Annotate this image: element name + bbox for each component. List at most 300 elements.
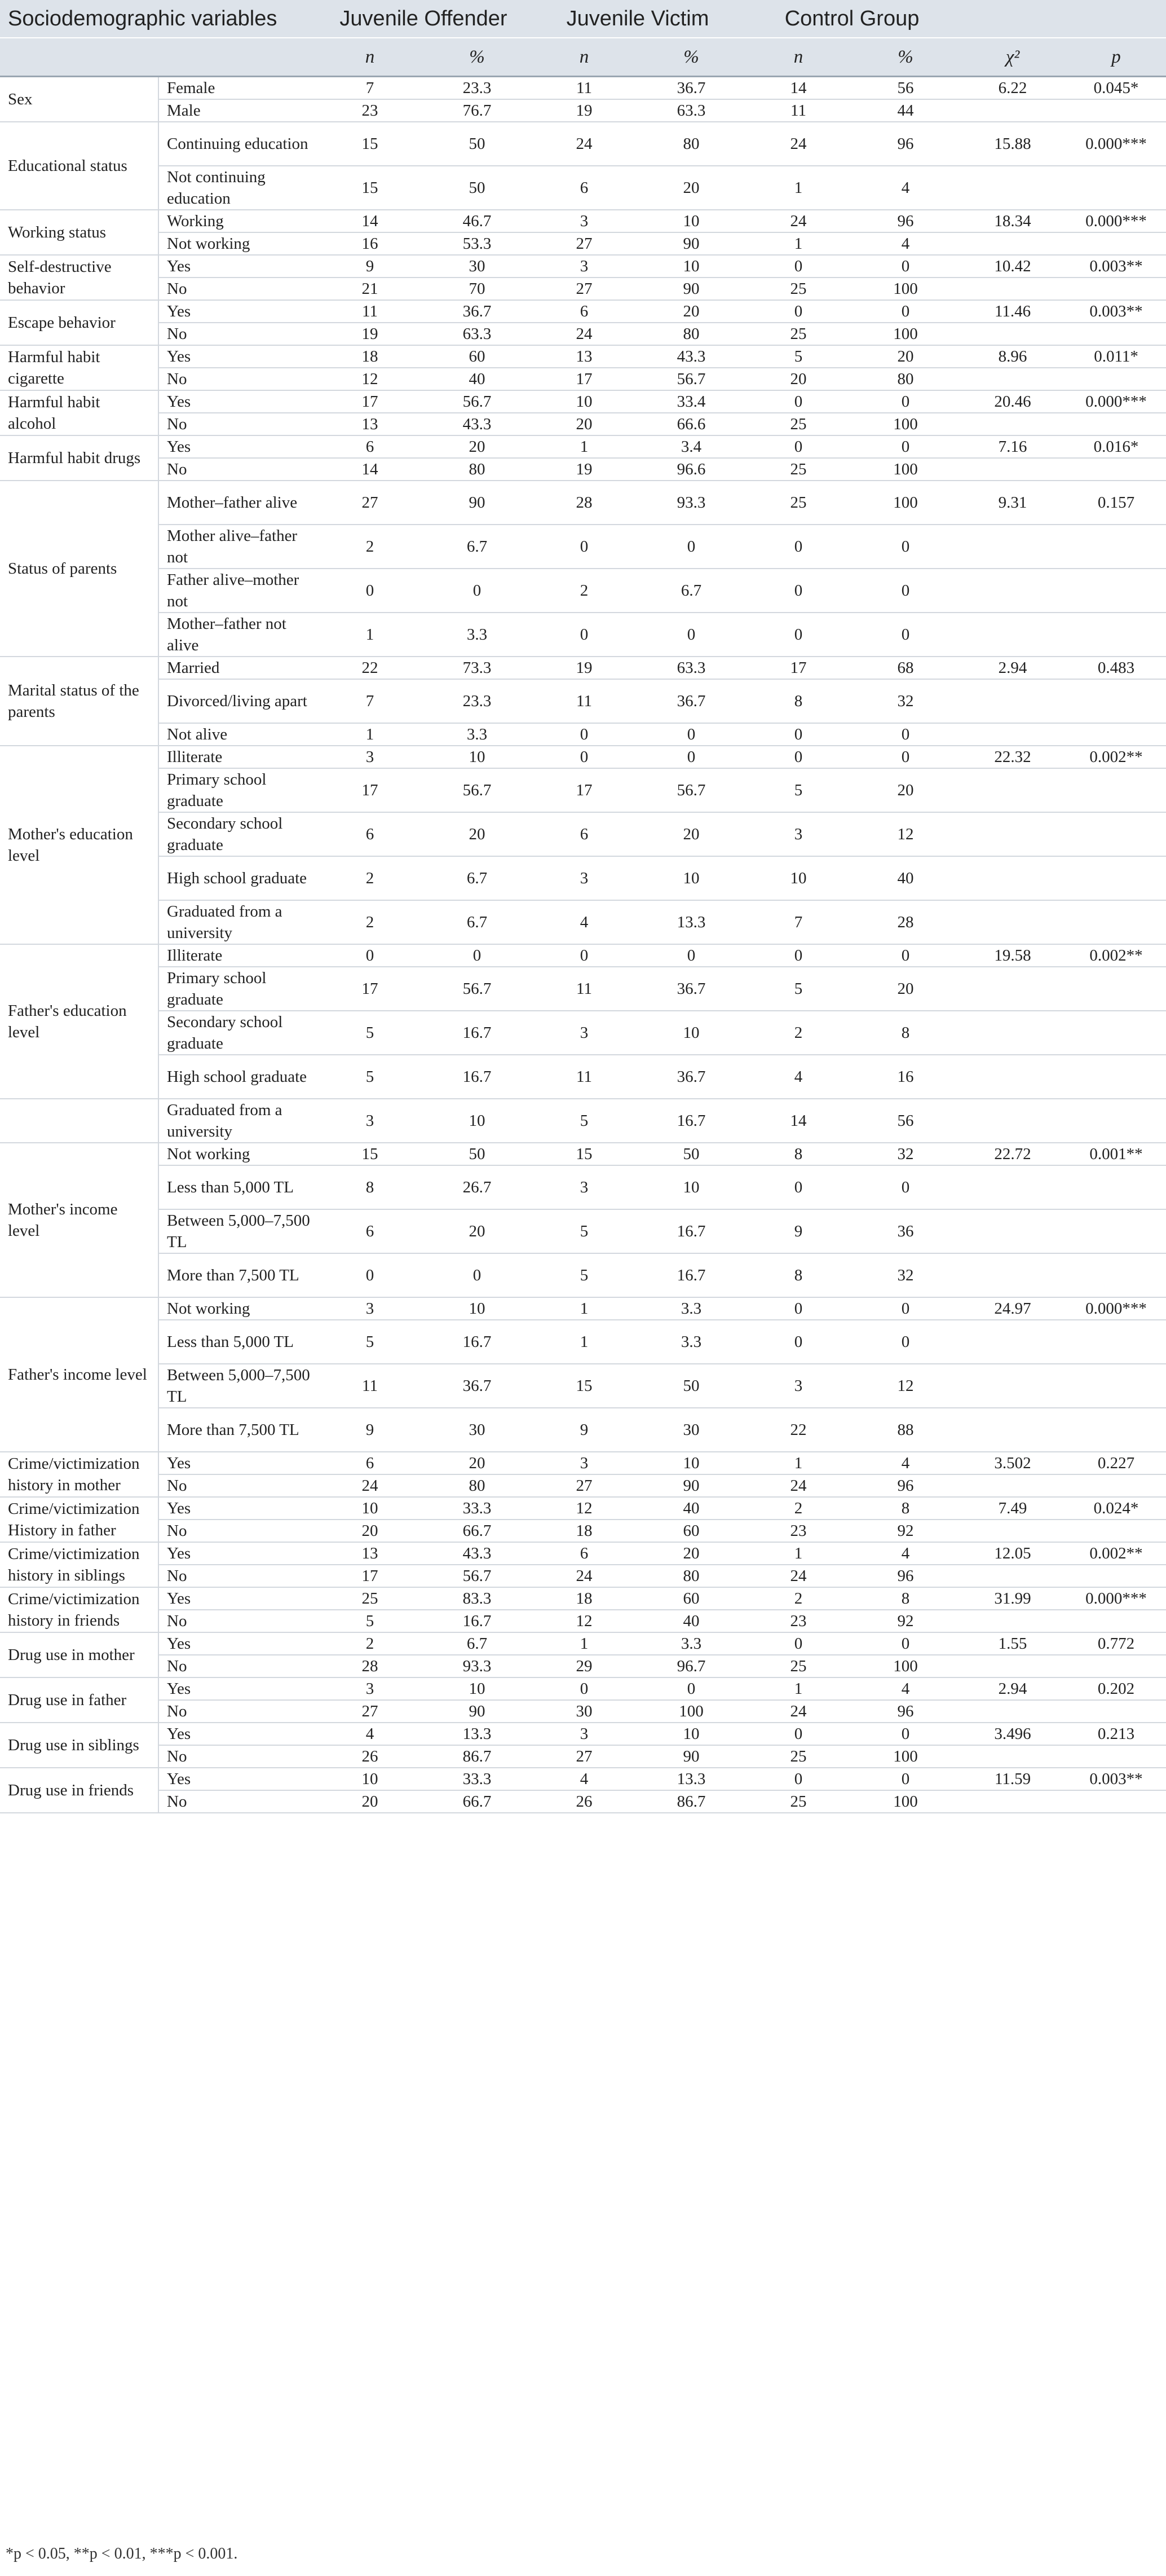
percent-cell: 13.3 [423,1723,531,1745]
category-label: Continuing education [158,122,316,166]
p-value-cell: 0.001** [1066,1143,1166,1165]
chi-square-cell [959,1520,1066,1542]
chi-square-cell [959,323,1066,345]
percent-cell: 20 [852,768,959,812]
p-value-cell [1066,1165,1166,1209]
percent-cell: 76.7 [423,99,531,122]
percent-cell: 20 [638,812,745,856]
subheader-pct: % [423,38,531,77]
category-label: Yes [158,345,316,368]
chi-square-cell [959,1700,1066,1723]
percent-cell: 0 [638,525,745,569]
count-cell: 6 [531,1542,638,1565]
percent-cell: 63.3 [638,99,745,122]
count-cell: 6 [531,166,638,210]
category-label: Less than 5,000 TL [158,1165,316,1209]
table-row [0,435,1166,458]
table-row [0,525,1166,569]
count-cell: 25 [745,458,852,481]
percent-cell: 0 [852,525,959,569]
table-row [0,210,1166,232]
category-label: Not continuing education [158,166,316,210]
variable-label: Crime/victimization history in mother [0,1452,158,1497]
category-label: No [158,1520,316,1542]
percent-cell: 68 [852,657,959,679]
category-label: Yes [158,300,316,323]
count-cell: 3 [531,1165,638,1209]
table-row [0,768,1166,812]
count-cell: 25 [745,1745,852,1768]
count-cell: 7 [745,900,852,944]
p-value-cell: 0.016* [1066,435,1166,458]
variable-label [0,1099,158,1143]
variable-label: Harmful habit drugs [0,435,158,481]
count-cell: 19 [531,99,638,122]
percent-cell: 63.3 [638,657,745,679]
count-cell: 0 [745,1297,852,1320]
count-cell: 3 [316,1297,423,1320]
chi-square-cell: 12.05 [959,1542,1066,1565]
percent-cell: 96 [852,122,959,166]
category-label: Not alive [158,723,316,746]
percent-cell: 93.3 [423,1655,531,1677]
count-cell: 2 [745,1587,852,1610]
percent-cell: 0 [852,1320,959,1364]
percent-cell: 60 [638,1520,745,1542]
count-cell: 1 [531,1297,638,1320]
p-value-cell [1066,613,1166,657]
variable-label: Father's income level [0,1297,158,1452]
table-row [0,1253,1166,1297]
percent-cell: 10 [638,856,745,900]
table-row [0,1209,1166,1253]
count-cell: 11 [531,967,638,1011]
count-cell: 12 [531,1497,638,1520]
chi-square-cell: 6.22 [959,77,1066,100]
category-label: No [158,368,316,390]
chi-square-cell: 19.58 [959,944,1066,967]
chi-square-cell: 18.34 [959,210,1066,232]
count-cell: 13 [316,1542,423,1565]
count-cell: 6 [531,300,638,323]
percent-cell: 16.7 [423,1610,531,1632]
count-cell: 9 [531,1408,638,1452]
count-cell: 11 [531,77,638,100]
percent-cell: 20 [852,967,959,1011]
count-cell: 0 [745,255,852,278]
count-cell: 23 [745,1610,852,1632]
count-cell: 0 [745,1768,852,1790]
chi-square-cell [959,413,1066,435]
p-value-cell [1066,368,1166,390]
table-row [0,967,1166,1011]
count-cell: 27 [316,481,423,525]
table-row [0,1320,1166,1364]
percent-cell: 16.7 [423,1055,531,1099]
percent-cell: 92 [852,1520,959,1542]
count-cell: 6 [316,1209,423,1253]
percent-cell: 32 [852,679,959,723]
p-value-cell [1066,413,1166,435]
category-label: Illiterate [158,746,316,768]
category-label: Not working [158,232,316,255]
percent-cell: 56 [852,77,959,100]
percent-cell: 30 [638,1408,745,1452]
p-value-cell: 0.202 [1066,1677,1166,1700]
category-label: Married [158,657,316,679]
percent-cell: 50 [423,1143,531,1165]
p-value-cell [1066,723,1166,746]
percent-cell: 66.7 [423,1520,531,1542]
category-label: Mother–father alive [158,481,316,525]
count-cell: 5 [531,1209,638,1253]
percent-cell: 90 [638,278,745,300]
chi-square-cell [959,569,1066,613]
count-cell: 19 [531,657,638,679]
chi-square-cell [959,723,1066,746]
percent-cell: 6.7 [423,856,531,900]
table-row [0,278,1166,300]
percent-cell: 100 [852,458,959,481]
count-cell: 1 [745,1542,852,1565]
percent-cell: 40 [638,1610,745,1632]
percent-cell: 13.3 [638,1768,745,1790]
percent-cell: 96 [852,1700,959,1723]
percent-cell: 10 [638,1165,745,1209]
count-cell: 24 [316,1474,423,1497]
table-row [0,613,1166,657]
table-row [0,944,1166,967]
variable-label: Crime/victimization History in father [0,1497,158,1542]
count-cell: 5 [316,1610,423,1632]
category-label: More than 7,500 TL [158,1253,316,1297]
variable-label: Drug use in father [0,1677,158,1723]
category-label: Female [158,77,316,100]
count-cell: 2 [745,1011,852,1055]
percent-cell: 28 [852,900,959,944]
percent-cell: 0 [852,723,959,746]
chi-square-cell: 15.88 [959,122,1066,166]
table-row [0,723,1166,746]
count-cell: 18 [316,345,423,368]
chi-square-cell: 31.99 [959,1587,1066,1610]
count-cell: 30 [531,1700,638,1723]
count-cell: 24 [745,1474,852,1497]
count-cell: 27 [531,1474,638,1497]
category-label: No [158,1610,316,1632]
p-value-cell [1066,278,1166,300]
count-cell: 0 [531,723,638,746]
percent-cell: 56.7 [423,1565,531,1587]
count-cell: 0 [531,746,638,768]
percent-cell: 36.7 [638,77,745,100]
chi-square-cell [959,1565,1066,1587]
count-cell: 3 [531,1723,638,1745]
percent-cell: 100 [638,1700,745,1723]
percent-cell: 63.3 [423,323,531,345]
percent-cell: 56.7 [638,368,745,390]
percent-cell: 3.4 [638,435,745,458]
count-cell: 3 [316,1099,423,1143]
category-label: Secondary school graduate [158,1011,316,1055]
count-cell: 0 [745,613,852,657]
percent-cell: 0 [638,723,745,746]
variable-label: Drug use in siblings [0,1723,158,1768]
table-row [0,1768,1166,1790]
percent-cell: 10 [423,1297,531,1320]
p-value-cell [1066,967,1166,1011]
category-label: Less than 5,000 TL [158,1320,316,1364]
table-row [0,1520,1166,1542]
percent-cell: 93.3 [638,481,745,525]
table-row [0,900,1166,944]
table-row [0,345,1166,368]
count-cell: 11 [745,99,852,122]
chi-square-cell [959,1011,1066,1055]
count-cell: 20 [316,1790,423,1813]
p-value-cell: 0.227 [1066,1452,1166,1474]
chi-square-cell [959,967,1066,1011]
percent-cell: 33.3 [423,1497,531,1520]
percent-cell: 90 [423,1700,531,1723]
percent-cell: 96 [852,210,959,232]
percent-cell: 26.7 [423,1165,531,1209]
chi-square-cell [959,1055,1066,1099]
table-row [0,1011,1166,1055]
percent-cell: 16.7 [638,1209,745,1253]
chi-square-cell [959,613,1066,657]
percent-cell: 16.7 [638,1253,745,1297]
count-cell: 15 [316,1143,423,1165]
percent-cell: 16 [852,1055,959,1099]
variable-label: Sex [0,77,158,122]
percent-cell: 90 [423,481,531,525]
category-label: High school graduate [158,1055,316,1099]
count-cell: 0 [531,613,638,657]
variable-label: Marital status of the parents [0,657,158,746]
table-row [0,122,1166,166]
chi-square-cell [959,1099,1066,1143]
category-label: Yes [158,1452,316,1474]
count-cell: 2 [316,856,423,900]
percent-cell: 0 [423,1253,531,1297]
count-cell: 18 [531,1520,638,1542]
header-blank [959,0,1066,38]
percent-cell: 88 [852,1408,959,1452]
table-row [0,679,1166,723]
count-cell: 16 [316,232,423,255]
p-value-cell [1066,1700,1166,1723]
table-row [0,368,1166,390]
chi-square-cell [959,1655,1066,1677]
variable-label: Drug use in friends [0,1768,158,1813]
p-value-cell [1066,1655,1166,1677]
count-cell: 5 [531,1253,638,1297]
percent-cell: 46.7 [423,210,531,232]
category-label: Not working [158,1143,316,1165]
count-cell: 21 [316,278,423,300]
category-label: No [158,413,316,435]
table-row [0,1452,1166,1474]
percent-cell: 10 [638,1723,745,1745]
count-cell: 29 [531,1655,638,1677]
count-cell: 25 [745,278,852,300]
chi-square-cell [959,856,1066,900]
count-cell: 6 [531,812,638,856]
subheader-n: n [531,38,638,77]
percent-cell: 100 [852,323,959,345]
percent-cell: 86.7 [638,1790,745,1813]
p-value-cell [1066,323,1166,345]
percent-cell: 3.3 [423,613,531,657]
p-value-cell: 0.024* [1066,1497,1166,1520]
percent-cell: 13.3 [638,900,745,944]
p-value-cell [1066,1364,1166,1408]
count-cell: 3 [531,255,638,278]
category-label: No [158,1790,316,1813]
category-label: Mother–father not alive [158,613,316,657]
percent-cell: 16.7 [638,1099,745,1143]
percent-cell: 0 [852,746,959,768]
count-cell: 13 [316,413,423,435]
percent-cell: 0 [852,944,959,967]
table-row [0,323,1166,345]
table-row [0,1632,1166,1655]
p-value-cell: 0.003** [1066,255,1166,278]
count-cell: 27 [316,1700,423,1723]
variable-label: Crime/victimization history in siblings [0,1542,158,1587]
count-cell: 0 [531,944,638,967]
percent-cell: 4 [852,1452,959,1474]
variable-label: Status of parents [0,481,158,657]
category-label: No [158,458,316,481]
count-cell: 11 [316,300,423,323]
p-value-cell: 0.003** [1066,300,1166,323]
count-cell: 3 [745,1364,852,1408]
p-value-cell: 0.000*** [1066,1587,1166,1610]
table-row [0,1745,1166,1768]
count-cell: 25 [745,413,852,435]
table-row [0,1587,1166,1610]
table-row [0,1497,1166,1520]
count-cell: 5 [531,1099,638,1143]
count-cell: 0 [745,1723,852,1745]
percent-cell: 23.3 [423,679,531,723]
count-cell: 1 [531,435,638,458]
count-cell: 0 [745,1632,852,1655]
chi-square-cell: 11.46 [959,300,1066,323]
chi-square-cell: 9.31 [959,481,1066,525]
percent-cell: 50 [423,122,531,166]
p-value-cell [1066,679,1166,723]
percent-cell: 56 [852,1099,959,1143]
p-value-cell [1066,1253,1166,1297]
p-value-cell: 0.002** [1066,1542,1166,1565]
percent-cell: 90 [638,1745,745,1768]
table-row [0,1364,1166,1408]
variable-label: Self-destructive behavior [0,255,158,300]
table-row [0,1297,1166,1320]
count-cell: 17 [531,768,638,812]
count-cell: 0 [745,525,852,569]
count-cell: 5 [316,1320,423,1364]
p-value-cell [1066,1610,1166,1632]
percent-cell: 96 [852,1474,959,1497]
percent-cell: 20 [638,1542,745,1565]
p-value-cell [1066,1520,1166,1542]
count-cell: 0 [745,390,852,413]
chi-square-cell [959,1408,1066,1452]
count-cell: 27 [531,278,638,300]
percent-cell: 73.3 [423,657,531,679]
count-cell: 3 [316,1677,423,1700]
count-cell: 2 [316,900,423,944]
p-value-cell [1066,1320,1166,1364]
percent-cell: 4 [852,1542,959,1565]
percent-cell: 8 [852,1587,959,1610]
subheader-n: n [745,38,852,77]
percent-cell: 0 [852,569,959,613]
count-cell: 17 [745,657,852,679]
table-row [0,1565,1166,1587]
count-cell: 25 [745,1655,852,1677]
count-cell: 25 [745,481,852,525]
p-value-cell: 0.045* [1066,77,1166,100]
count-cell: 10 [316,1497,423,1520]
count-cell: 27 [531,232,638,255]
count-cell: 10 [316,1768,423,1790]
table-row [0,1542,1166,1565]
percent-cell: 90 [638,1474,745,1497]
count-cell: 1 [745,1452,852,1474]
percent-cell: 100 [852,1790,959,1813]
table-row [0,77,1166,100]
percent-cell: 6.7 [423,1632,531,1655]
table-row [0,166,1166,210]
count-cell: 9 [316,1408,423,1452]
percent-cell: 10 [638,1011,745,1055]
percent-cell: 40 [638,1497,745,1520]
count-cell: 8 [745,1143,852,1165]
subheader-chi-square: χ² [959,38,1066,77]
percent-cell: 80 [638,323,745,345]
p-value-cell [1066,1099,1166,1143]
category-label: Yes [158,390,316,413]
percent-cell: 12 [852,1364,959,1408]
percent-cell: 0 [852,1723,959,1745]
percent-cell: 8 [852,1011,959,1055]
percent-cell: 33.4 [638,390,745,413]
table-row [0,1700,1166,1723]
percent-cell: 0 [852,255,959,278]
category-label: Not working [158,1297,316,1320]
count-cell: 20 [531,413,638,435]
percent-cell: 100 [852,413,959,435]
count-cell: 3 [531,210,638,232]
p-value-cell: 0.772 [1066,1632,1166,1655]
chi-square-cell: 2.94 [959,1677,1066,1700]
percent-cell: 0 [852,300,959,323]
chi-square-cell [959,525,1066,569]
percent-cell: 40 [852,856,959,900]
variable-label: Crime/victimization history in friends [0,1587,158,1632]
p-value-cell: 0.003** [1066,1768,1166,1790]
percent-cell: 40 [423,368,531,390]
subheader-blank [0,38,316,77]
p-value-cell: 0.000*** [1066,390,1166,413]
count-cell: 15 [531,1143,638,1165]
count-cell: 9 [745,1209,852,1253]
